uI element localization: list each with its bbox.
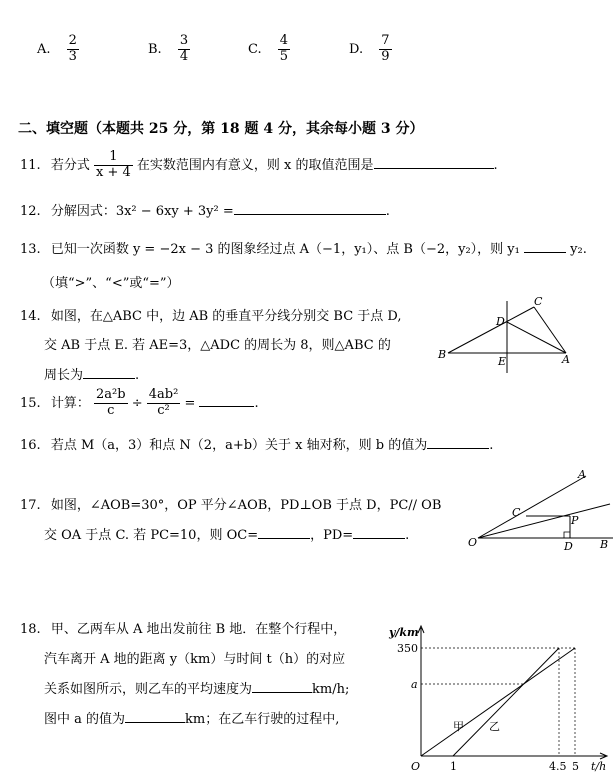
y-axis-label: y/km [389, 626, 419, 639]
question-18 [20, 618, 346, 637]
question-end: . [385, 204, 390, 219]
label-d: D [496, 315, 505, 328]
question-number: 16. [20, 438, 41, 453]
answer-blank[interactable] [524, 239, 566, 253]
ray-op [478, 504, 610, 538]
origin-label: O [411, 760, 421, 773]
answer-blank-pd[interactable] [353, 525, 405, 539]
label-b: B [438, 348, 447, 361]
choice-fraction: $\frac{4}{5}$ [279, 33, 289, 64]
x-axis-label: t/h [591, 760, 607, 773]
question-14-line2: 交 AB 于点 E. 若 AE=3，△ADC 的周长为 8，则△ABC 的 [44, 338, 391, 353]
question-text: 分解因式：3x² − 6xy + 3y² = [50, 204, 234, 219]
question-number: 12. [20, 204, 41, 219]
question-text: 已知一次函数 y = −2x − 3 的图象经过点 A（−1，y₁）、点 B（−2，y₂），则 y₁ [50, 242, 520, 257]
answer-blank-speed[interactable] [252, 679, 312, 693]
tick-1: 1 [450, 760, 457, 773]
operator: ÷ [131, 395, 143, 411]
label-b: B [600, 538, 609, 551]
label-yi: 乙 [489, 720, 500, 733]
right-angle-mark [564, 532, 570, 538]
distance-time-graph [385, 622, 611, 780]
question-end: y₂. [570, 242, 587, 257]
question-18-line2: 汽车离开 A 地的距离 y（km）与时间 t（h）的对应 [44, 652, 346, 667]
question-number: 18. [20, 622, 41, 637]
label-d: D [564, 540, 573, 552]
choice-d [349, 34, 392, 65]
answer-blank[interactable] [199, 393, 254, 407]
choice-fraction: $\frac{2}{3}$ [68, 33, 77, 64]
choice-label: C. [248, 41, 262, 57]
tick-a: a [411, 678, 418, 691]
answer-blank[interactable] [374, 155, 494, 169]
tick-350: 350 [397, 642, 418, 655]
question-11 [20, 150, 498, 181]
question-number: 15. [20, 395, 41, 411]
line-yi [453, 648, 559, 756]
label-a: A [562, 353, 570, 366]
question-text: 计算： [50, 395, 90, 411]
answer-blank[interactable] [83, 365, 135, 379]
label-o: O [468, 536, 478, 549]
label-c: C [534, 295, 543, 308]
question-text: 甲、乙两车从 A 地出发前往 B 地．在整个行程中， [50, 622, 347, 637]
label-c: C [512, 506, 521, 519]
equals: = [184, 395, 196, 411]
question-17-line2: 交 OA 于点 C. 若 PC=10，则 OC= ，PD= . [44, 524, 409, 543]
question-text: 如图，在△ABC 中，边 AB 的垂直平分线分别交 BC 于点 D, [50, 309, 402, 324]
choice-c [248, 34, 290, 65]
label-jia: 甲 [453, 720, 464, 733]
question-text: 如图，∠AOB=30°，OP 平分∠AOB，PD⊥OB 于点 D，PC// OB [50, 498, 442, 513]
label-e: E [498, 355, 507, 368]
choice-fraction: $\frac{7}{9}$ [381, 33, 390, 64]
choice-a [37, 34, 79, 65]
segment-bc [448, 307, 534, 353]
label-a: A [578, 468, 586, 481]
question-18-line4: 图中 a 的值为 km；在乙车行驶的过程中, [44, 708, 339, 727]
triangle-figure [430, 295, 580, 375]
section-title: 二、填空题（本题共 25 分，第 18 题 4 分，其余每小题 3 分） [18, 121, 424, 137]
tick-5: 5 [572, 760, 579, 773]
fraction-2: $\frac{\text{4ab²}}{\text{c²}}$ [148, 387, 179, 418]
question-14 [20, 305, 402, 324]
segment-da [507, 322, 566, 353]
label-p: P [571, 514, 579, 527]
question-number: 17. [20, 498, 41, 513]
answer-blank-a[interactable] [125, 709, 185, 723]
question-17 [20, 494, 441, 513]
segment-ca [534, 307, 566, 353]
tick-4-5: 4.5 [549, 760, 567, 773]
question-13-hint: （填“>”、“<”或“=”） [42, 276, 180, 291]
question-15: 15. 计算： $\frac{\text{2a²b}}{c}$ ÷ $\frac{\text{4ab²}}{\text{c²}}$ = . [20, 387, 259, 418]
answer-blank[interactable] [427, 435, 489, 449]
question-12 [20, 200, 390, 219]
line-jia [421, 648, 575, 756]
choice-label: A. [37, 41, 51, 57]
fraction: $\frac{1}{x + 4}$ [95, 149, 131, 180]
fraction-1: $\frac{\text{2a²b}}{c}$ [95, 387, 126, 418]
choice-b [148, 34, 190, 65]
question-text: 若分式 [50, 157, 90, 173]
question-text: 若点 M（a，3）和点 N（2，a+b）关于 x 轴对称，则 b 的值为 [50, 438, 428, 453]
question-14-line3: 周长为 . [44, 364, 139, 383]
angle-figure [466, 466, 613, 552]
question-13 [20, 238, 587, 257]
question-end: . [493, 157, 498, 173]
question-16: 16. 若点 M（a，3）和点 N（2，a+b）关于 x 轴对称，则 b 的值为 . [20, 434, 493, 453]
question-number: 11. [20, 157, 41, 173]
question-text: 在实数范围内有意义，则 x 的取值范围是 [136, 157, 374, 173]
choice-fraction: $\frac{3}{4}$ [179, 33, 189, 64]
choice-label: D. [349, 41, 364, 57]
choice-label: B. [148, 41, 162, 57]
question-18-line3: 关系如图所示，则乙车的平均速度为 km/h; [44, 678, 349, 697]
answer-blank[interactable] [234, 201, 386, 215]
question-number: 13. [20, 242, 41, 257]
answer-blank-oc[interactable] [258, 525, 310, 539]
question-number: 14. [20, 309, 41, 324]
